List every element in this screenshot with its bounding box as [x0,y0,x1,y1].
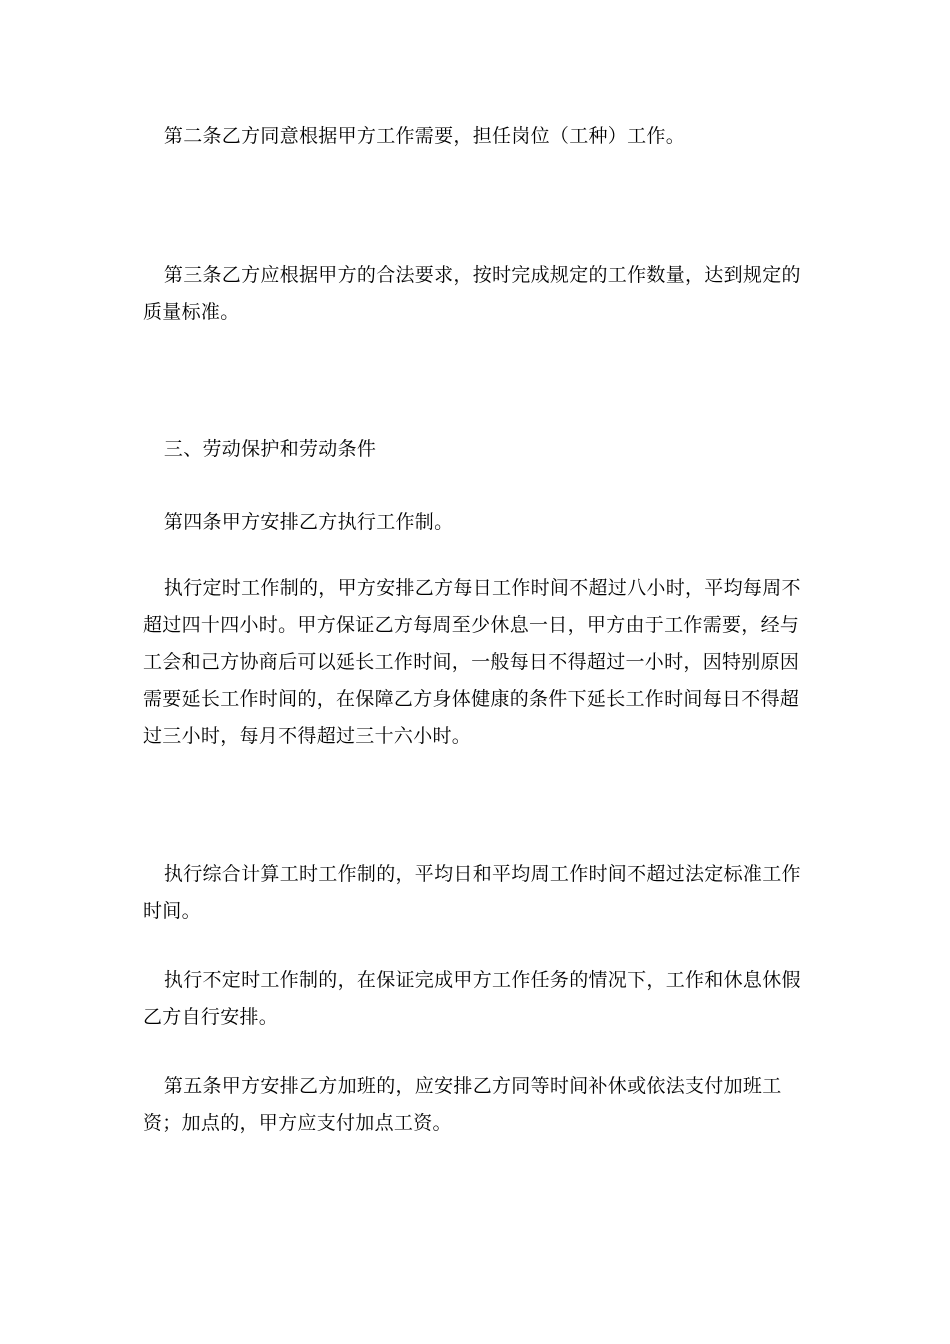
article-5-paragraph: 第五条甲方安排乙方加班的，应安排乙方同等时间补休或依法支付加班工资；加点的，甲方应支付加点工资。 [143,1075,782,1134]
article-2-paragraph: 第二条乙方同意根据甲方工作需要，担任岗位（工种）工作。 [163,125,685,147]
comprehensive-hours-paragraph: 执行综合计算工时工作制的，平均日和平均周工作时间不超过法定标准工作时间。 [143,863,801,922]
standard-hours-paragraph: 执行定时工作制的，甲方安排乙方每日工作时间不超过八小时，平均每周不超过四十四小时。甲方保证乙方每周至少休息一日，甲方由于工作需要，经与工会和己方协商后可以延长工作时间，一般每日不得超过一小时，因特别原因需要延长工作时间的，在保障乙方身体健康的条件下延长工作时间每日不得超过三小时，每月不得超过三十六小时。 [143,577,801,747]
article-4-paragraph: 第四条甲方安排乙方执行工作制。 [163,511,454,533]
article-3-paragraph: 第三条乙方应根据甲方的合法要求，按时完成规定的工作数量，达到规定的质量标准。 [143,264,801,323]
section-heading-labor-protection: 三、劳动保护和劳动条件 [163,438,377,460]
flexible-hours-paragraph: 执行不定时工作制的，在保证完成甲方工作任务的情况下，工作和休息休假乙方自行安排。 [143,969,801,1028]
